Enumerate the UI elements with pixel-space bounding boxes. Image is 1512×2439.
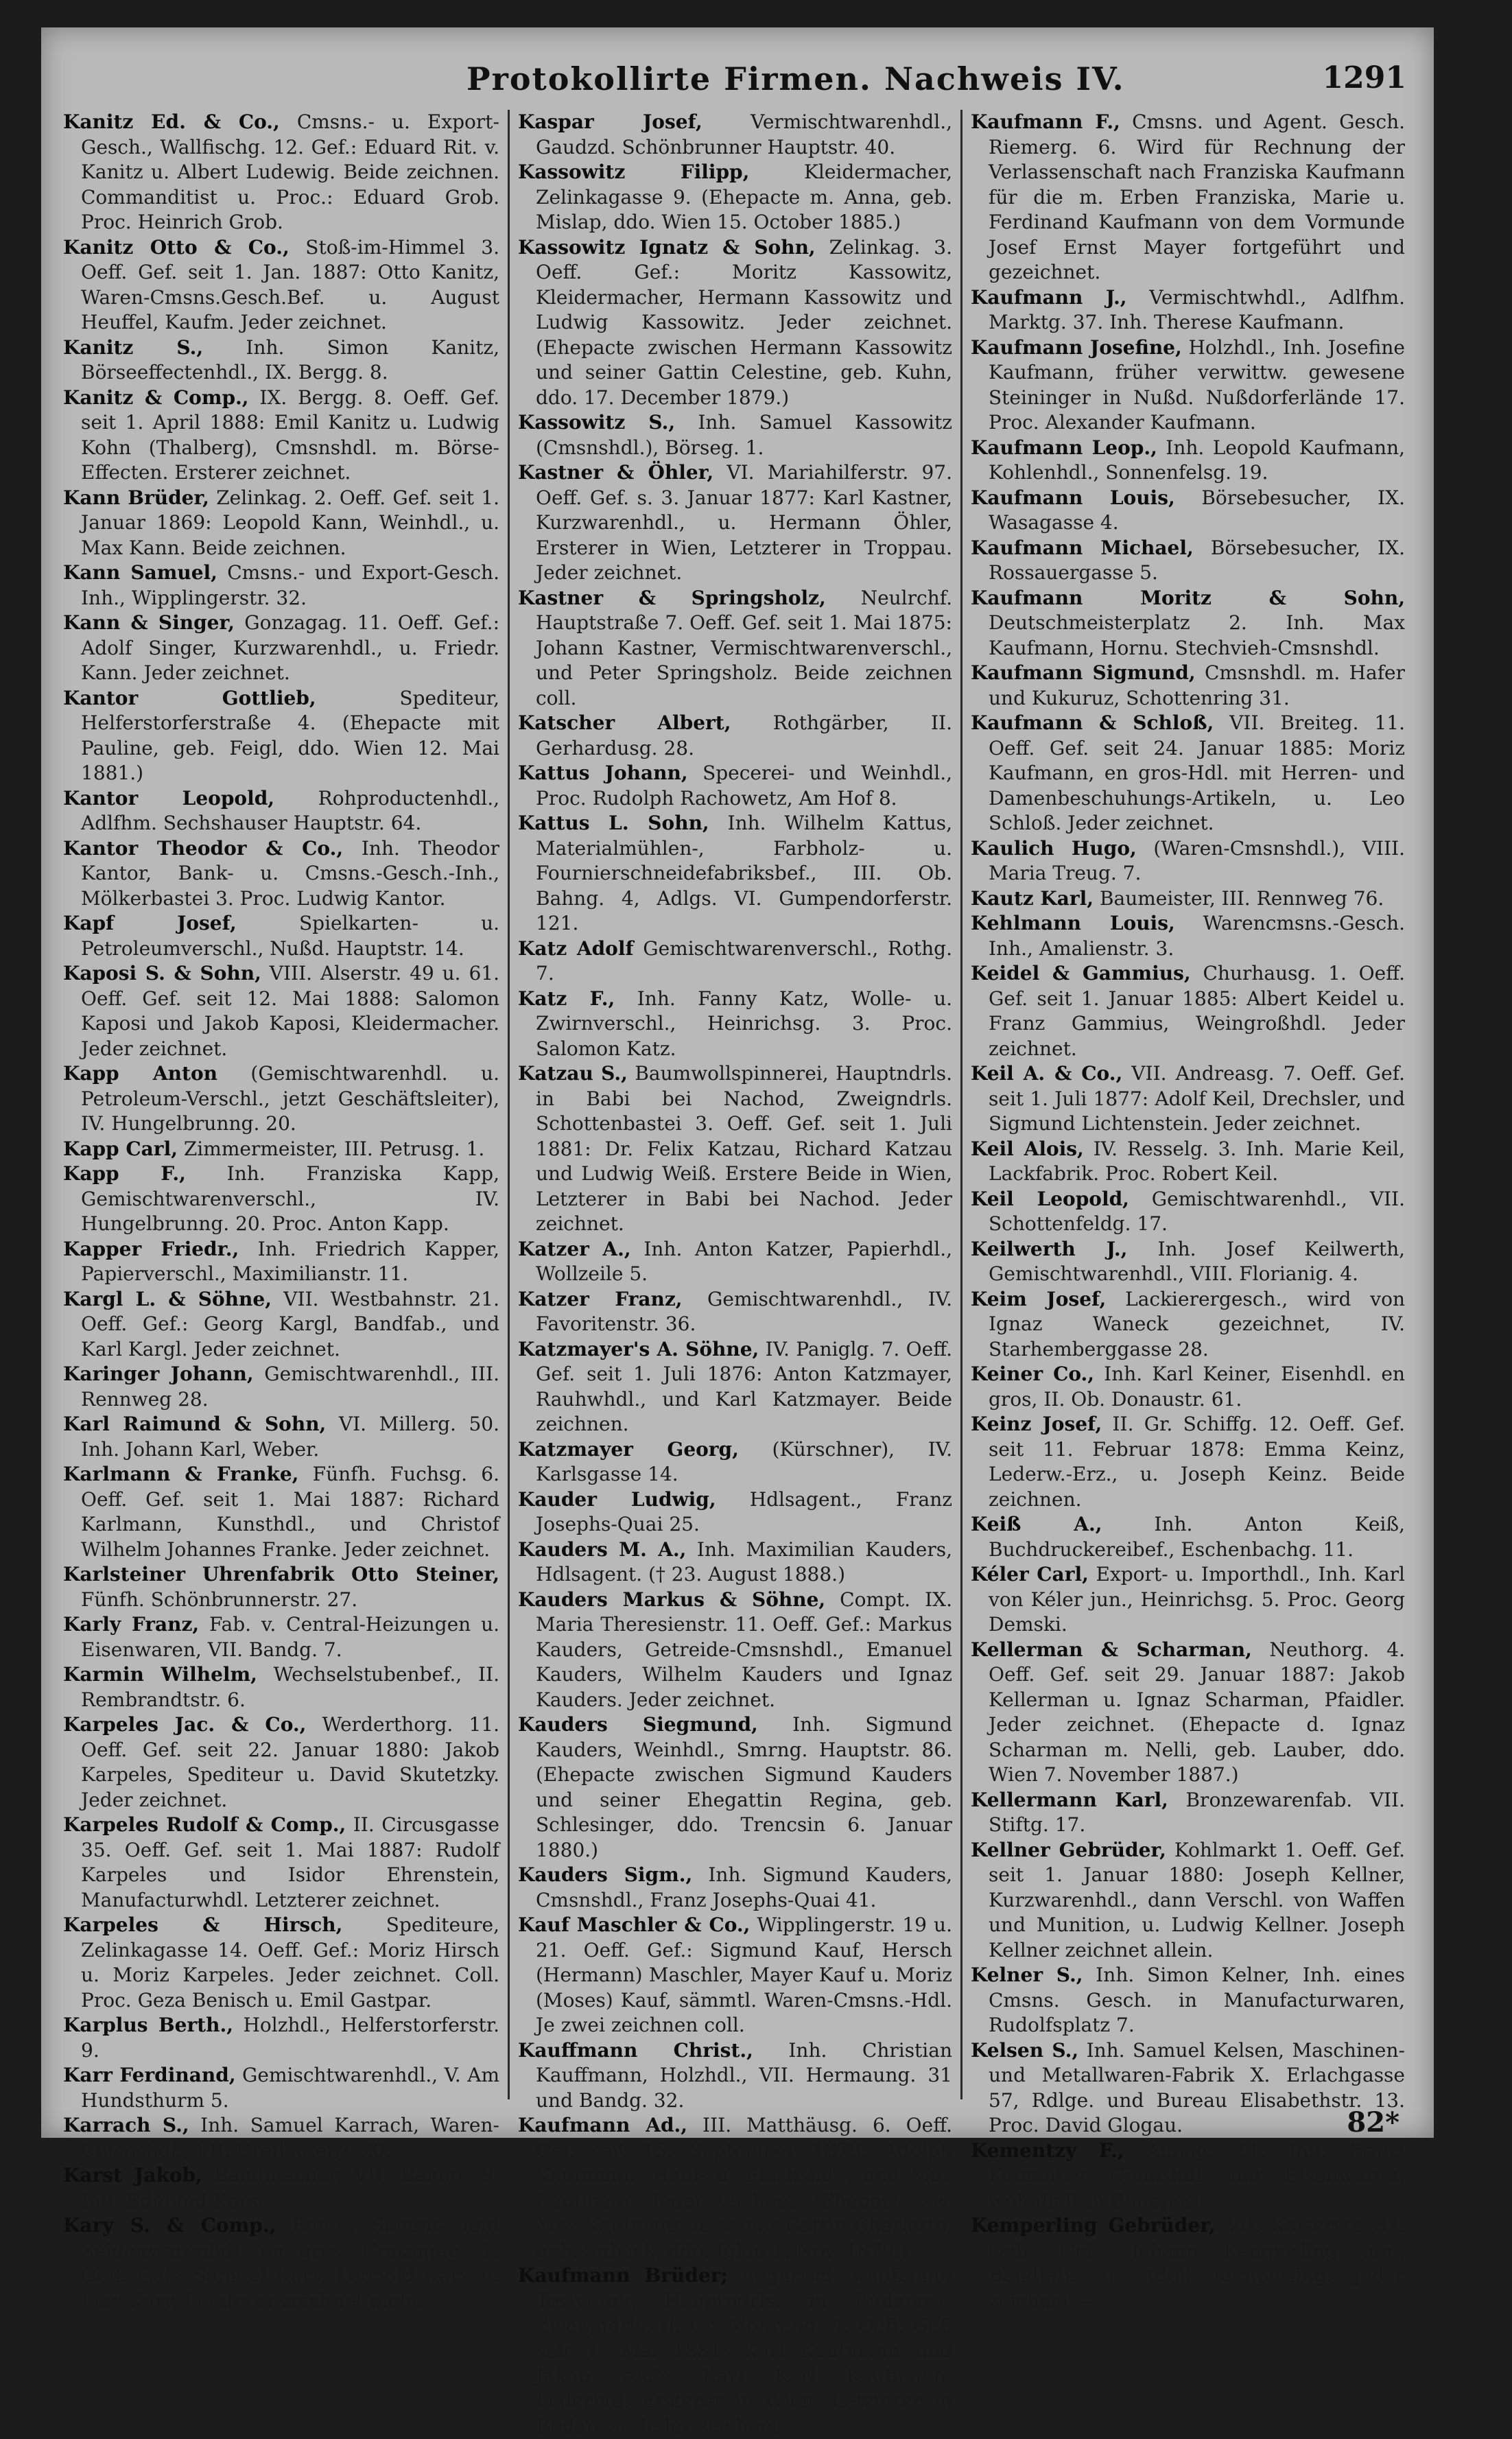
directory-entry: [518, 235, 952, 411]
directory-entry: [518, 460, 952, 586]
directory-entry: [971, 911, 1405, 961]
firm-details: Spediteur, Helferstorferstraße 4. (Ehepacte mit Pauline, geb. Feigl, ddo. Wien 12. Mai 1881.): [81, 686, 499, 784]
firm-name: Kehlmann Louis,: [971, 912, 1175, 934]
firm-name: Kassowitz S.,: [518, 411, 676, 434]
firm-details: Inh. Samuel Kelsen, Maschinen- und Metallwaren-Fabrik X. Erlachgasse 57, Rdlge. und Bureau Elisabethstr. 13. Proc. David Glogau.: [989, 2038, 1405, 2136]
firm-details: Fünfh. Schönbrunnerstr. 27.: [81, 1588, 358, 1611]
firm-name: Kapp Carl,: [63, 1137, 178, 1160]
directory-entry: [518, 1712, 952, 1863]
directory-entry: [971, 1362, 1405, 1412]
page-number: 1291: [1322, 60, 1406, 95]
firm-details: III. Matthäusg. 6. Oeff. Gef. seit 15. September 1879: Adolph Kaufmann, Hanf- u. Flachshdl., und Max Kaufmann. Jeder zeichnet. (Ehepacte zw. Max Kaufmann u. seiner Gattin Charlotte, geb. Suback, ddo. Iglau 1. Nov. 1879.): [536, 2114, 952, 2262]
firm-details: Bronzewarenfab. VII. Stiftg. 17.: [989, 1788, 1405, 1836]
firm-name: Kellerman & Scharman,: [971, 1638, 1252, 1661]
firm-details: Inh. Wilhelm Kattus, Materialmühlen-, Farbholz- u. Fournierschneidefabriksbef., III. Ob. Bahng. 4, Adlgs. VI. Gumpendorferstr. 121.: [536, 812, 952, 934]
firm-name: Kapper Friedr.,: [63, 1237, 239, 1260]
firm-details: Deutschmeisterplatz 2. Inh. Max Kaufmann, Hornu. Stechvieh-Cmsnshdl.: [989, 611, 1405, 659]
directory-entry: [518, 1437, 952, 1487]
directory-entry: [63, 1462, 499, 1562]
directory-entry: [971, 1187, 1405, 1237]
directory-entry: [971, 1963, 1405, 2038]
directory-entry: [518, 987, 952, 1062]
firm-details: Neulrchf. Hauptstraße 7. Oeff. Gef. seit 1. Mai 1875: Johann Kastner, Vermischtwarenverschl., und Peter Springsholz. Beide zeichnen coll.: [536, 586, 952, 709]
firm-details: IV. Resselg. 3. Inh. Marie Keil, Lackfabrik. Proc. Robert Keil.: [989, 1137, 1405, 1185]
directory-entry: [971, 536, 1405, 586]
directory-entry: [63, 1813, 499, 1913]
firm-name: Katzmayer Georg,: [518, 1437, 739, 1461]
directory-entry: [63, 110, 499, 235]
firm-name: Kelner S.,: [971, 1964, 1083, 1986]
firm-name: Kassowitz Filipp,: [518, 161, 750, 183]
firm-name: Kaufmann Moritz & Sohn,: [971, 586, 1405, 609]
firm-details: Inh. Josef Keilwerth, Gemischtwarenhdl., VIII. Florianig. 4.: [989, 1237, 1405, 1285]
firm-details: Baumwollspinnerei, Hauptndrls. in Babi bei Nachod, Zweigndrls. Schottenbastei 3. Oeff. Gef. seit 1. Juli 1881: Dr. Felix Katzau, Richard Katzau und Ludwig Weiß. Erstere Beide in Wien, Letzterer in Babi bei Nachod. Jeder zeichnet.: [536, 1062, 952, 1235]
directory-entry: [971, 836, 1405, 886]
firm-details: Inh. Karl Keiner, Eisenhdl. en gros, II. Ob. Donaustr. 61.: [989, 1363, 1405, 1411]
directory-entry: [971, 2213, 1405, 2313]
directory-entry: [971, 1638, 1405, 1788]
firm-name: Kauder Ludwig,: [518, 1487, 716, 1511]
firm-details: Gemischtwarenhdl., VII. Schottenfeldg. 17.: [989, 1187, 1405, 1235]
firm-name: Keil Alois,: [971, 1137, 1084, 1160]
directory-entry: [63, 561, 499, 611]
firm-name: Kann Samuel,: [63, 561, 217, 584]
firm-details: Gemischtwarenhdl., III. Rennweg 28.: [81, 1363, 499, 1411]
firm-name: Kaufmann Michael,: [971, 536, 1194, 559]
firm-details: (Waren-Cmsnshdl.), VIII. Maria Treug. 7.: [989, 836, 1405, 884]
firm-details: Inh. Christian Kauffmann, Holzhdl., VII. Hermaung. 31 und Bandg. 32.: [536, 2038, 952, 2112]
firm-name: Kaspar Josef,: [518, 110, 702, 133]
directory-entry: [63, 686, 499, 786]
firm-name: Karrach S.,: [63, 2114, 189, 2136]
firm-name: Keilwerth J.,: [971, 1237, 1128, 1260]
page-title: Protokollirte Firmen. Nachweis IV.: [466, 60, 1125, 97]
directory-entry: [63, 911, 499, 961]
directory-entry: [971, 110, 1405, 285]
firm-name: Karlmann & Franke,: [63, 1463, 299, 1485]
firm-details: VII. Kaiserstr. 37. Oeff. Gef.: Johann Kemperling jun., Bandfab., u. Adolf Kemperling. Jeder zeichnet.—: [989, 2214, 1405, 2312]
directory-entry: [518, 2263, 952, 2439]
firm-details: Inh. Maximilian Kauders, Hdlsagent. († 23. August 1888.): [536, 1537, 953, 1586]
directory-entry: [518, 1537, 952, 1588]
directory-entry: [63, 786, 499, 836]
directory-entry: [63, 2013, 499, 2063]
firm-details: IX. Bergg. 8. Oeff. Gef. seit 1. April 1888: Emil Kanitz u. Ludwig Kohn (Thalberg), Cmsnshdl. m. Börse-Effecten. Ersterer zeichnet.: [81, 386, 499, 484]
firm-details: Cmsns.- und Export-Gesch. Inh., Wipplingerstr. 32.: [81, 561, 499, 609]
firm-details: VI. Mariahilferstr. 97. Oeff. Gef. s. 3. Januar 1877: Karl Kastner, Kurzwarenhdl., u. Hermann Öhler, Ersterer in Wien, Letzterer in Troppau. Jeder zeichnet.: [536, 461, 952, 584]
firm-name: Katz Adolf: [518, 936, 634, 960]
firm-name: Kantor Gottlieb,: [63, 686, 316, 709]
firm-name: Kauders Markus & Söhne,: [518, 1588, 826, 1611]
directory-entry: [518, 1913, 952, 2038]
firm-details: II. Gr. Schiffg. 12. Oeff. Gef. seit 11. Februar 1878: Emma Keinz, Lederw.-Erz., u. Joseph Keinz. Beide zeichnen.: [989, 1413, 1405, 1511]
directory-entry: [63, 1287, 499, 1363]
firm-name: Kapp F.,: [63, 1162, 186, 1185]
directory-entry: [971, 1061, 1405, 1137]
firm-name: Kargl L. & Söhne,: [63, 1287, 272, 1310]
directory-entry: [971, 961, 1405, 1061]
firm-details: Zelinkag. 2. Oeff. Gef. seit 1. Januar 1869: Leopold Kann, Weinhdl., u. Max Kann. Beide zeichnen.: [81, 486, 499, 559]
firm-details: VIII. Alserstr. 49 u. 61. Oeff. Gef. seit 12. Mai 1888: Salomon Kaposi und Jakob Kaposi, Kleidermacher. Jeder zeichnet.: [81, 962, 499, 1060]
directory-entry: [518, 711, 952, 761]
firm-details: Export- u. Importhdl., Inh. Karl von Kéler jun., Heinrichsg. 5. Proc. Georg Demski.: [989, 1563, 1406, 1636]
firm-name: Katzmayer's A. Söhne,: [518, 1337, 759, 1360]
directory-entry: [971, 335, 1405, 436]
firm-name: Kantor Theodor & Co.,: [63, 836, 344, 860]
firm-name: Kapp Anton: [63, 1062, 217, 1085]
directory-entry: [518, 586, 952, 711]
firm-name: Kaufmann Josefine,: [971, 335, 1182, 359]
firm-details: Wipplingerstr. 19 u. 21. Oeff. Gef.: Sigmund Kauf, Hersch (Hermann) Maschler, Mayer Kauf u. Moriz (Moses) Kauf, sämmtl. Waren-Cmsns.-Hdl. Je zwei zeichnen coll.: [536, 1913, 952, 2036]
firm-details: VII. Westbahnstr. 21. Oeff. Gef.: Georg Kargl, Bandfab., und Karl Kargl. Jeder zeichnet.: [81, 1287, 499, 1360]
firm-details: Cmsns. und Agent. Gesch. Riemerg. 6. Wird für Rechnung der Verlassenschaft nach Franziska Kaufmann für die m. Erben Franziska, Marie u. Ferdinand Kaufmann von dem Vormunde Josef Ernst Mayer fortgeführt und gezeichnet.: [989, 110, 1406, 283]
firm-details: Inh. Simon Kanitz, Börseeffectenhdl., IX. Bergg. 8.: [81, 335, 499, 384]
firm-name: Kaulich Hugo,: [971, 836, 1137, 860]
firm-details: Stoß-im-Himmel 3. Oeff. Gef. seit 1. Jan. 1887: Otto Kanitz, Waren-Cmsns.Gesch.Bef. u. August Heuffel, Kaufm. Jeder zeichnet.: [81, 235, 500, 333]
directory-entry: [971, 711, 1405, 836]
firm-name: Kaufmann Leop.,: [971, 436, 1157, 459]
firm-name: Katzau S.,: [518, 1062, 628, 1085]
firm-name: Kantor Leopold,: [63, 786, 275, 810]
firm-details: Gonzagag. 11. Oeff. Gef.: Adolf Singer, Kurzwarenhdl., u. Friedr. Kann. Jeder zeichnet.: [81, 611, 499, 684]
firm-details: Inh. Fanny Katz, Wolle- u. Zwirnverschl., Heinrichsg. 3. Proc. Salomon Katz.: [536, 987, 953, 1060]
directory-entry: [63, 1061, 499, 1137]
firm-name: Kanitz Otto & Co.,: [63, 235, 290, 259]
firm-details: Churhausg. 1. Oeff. Gef. seit 1. Januar 1885: Albert Keidel u. Franz Gammius, Weingroßhdl. Jeder zeichnet.: [989, 962, 1405, 1060]
firm-details: Zelinkag. 3. Oeff. Gef.: Moritz Kassowitz, Kleidermacher, Hermann Kassowitz und Ludwig Kassowitz. Jeder zeichnet. (Ehepacte zwischen Hermann Kassowitz und seiner Gattin Celestine, geb. Kuhn, ddo. 17. December 1879.): [536, 235, 953, 409]
directory-entry: [971, 2038, 1405, 2138]
directory-entry: [971, 1838, 1405, 1964]
firm-name: Kastner & Springsholz,: [518, 586, 826, 609]
firm-details: Zimmermeister, III. Petrusg. 1.: [177, 1137, 485, 1160]
firm-details: Neuthorg. 4. Oeff. Gef. seit 29. Januar 1887: Jakob Kellerman u. Ignaz Scharman, Pfaidler. Jeder zeichnet. (Ehepacte d. Ignaz Scharman m. Nelli, geb. Lauber, ddo. Wien 7. November 1887.): [989, 1638, 1405, 1786]
firm-name: Kauders Sigm.,: [518, 1863, 693, 1886]
firm-name: Kaufmann J.,: [971, 285, 1127, 309]
firm-name: Kassowitz Ignatz & Sohn,: [518, 235, 816, 259]
directory-entry: [518, 1863, 952, 1913]
firm-name: Karr Ferdinand,: [63, 2064, 236, 2086]
directory-entry: [63, 1712, 499, 1813]
directory-entry: [63, 1237, 499, 1287]
firm-details: (Kürschner), IV. Karlsgasse 14.: [536, 1437, 952, 1485]
firm-details: II. Circusgasse 35. Oeff. Gef. seit 1. Mai 1887: Rudolf Karpeles und Isidor Ehrenstein, Manufacturwhdl. Letzterer zeichnet.: [81, 1813, 499, 1911]
directory-entry: [971, 661, 1405, 711]
firm-name: Karly Franz,: [63, 1613, 200, 1636]
firm-name: Kattus Johann,: [518, 762, 688, 784]
firm-name: Karpeles Jac. & Co.,: [63, 1713, 307, 1736]
firm-name: Karinger Johann,: [63, 1363, 254, 1385]
firm-details: Warencmsns.-Gesch. Inh., Amalienstr. 3.: [989, 912, 1405, 960]
firm-details: Lackierergesch., wird von Ignaz Waneck gezeichnet, IV. Starhemberggasse 28.: [989, 1287, 1405, 1360]
firm-name: Kanitz Ed. & Co.,: [63, 110, 280, 133]
firm-details: Inh. Leopold Kaufmann, Kohlenhdl., Sonnenfelsg. 19.: [989, 436, 1405, 484]
firm-details: Rohproductenhdl., Adlfhm. Sechshauser Hauptstr. 64.: [81, 786, 499, 834]
firm-name: Kauffmann Christ.,: [518, 2038, 753, 2062]
directory-entry: [63, 2063, 499, 2113]
firm-details: Specerei- und Weinhdl., Proc. Rudolph Rachowetz, Am Hof 8.: [536, 762, 952, 810]
firm-details: Gemischtwarenhdl., IV. Favoritenstr. 36.: [536, 1287, 952, 1335]
directory-entry: [971, 1412, 1405, 1512]
directory-entry: [971, 486, 1405, 536]
directory-entry: [63, 1662, 499, 1712]
firm-details: Band-, Sammt- und Seidenwarenhdl. en gros, Gonzagag. 1. Oeff. Gef.: Samuel Kary, Leopold Kary u. Max Kary. Letzterer zeichnet nicht.: [81, 2214, 499, 2312]
firm-name: Katz F.,: [518, 987, 615, 1010]
firm-name: Kaufmann & Schloß,: [971, 711, 1214, 734]
firm-name: Kanitz & Comp.,: [63, 386, 249, 409]
directory-entry: [518, 410, 952, 460]
firm-name: Keil Leopold,: [971, 1187, 1129, 1210]
firm-name: Kauf Maschler & Co.,: [518, 1913, 751, 1936]
firm-name: Kastner & Öhler,: [518, 461, 714, 484]
firm-name: Kanitz S.,: [63, 335, 204, 359]
directory-entry: [971, 1237, 1405, 1287]
firm-details: Compt. IX. Maria Theresienstr. 11. Oeff. Gef.: Markus Kauders, Getreide-Cmsnshdl., Emanuel Kauders, Wilhelm Kauders und Ignaz Kauders. Jeder zeichnet.: [536, 1588, 952, 1711]
directory-entry: [63, 1162, 499, 1237]
firm-details: Kohlmarkt 1. Oeff. Gef. seit 1. Januar 1880: Joseph Kellner, Kurzwarenhdl., dann Verschl. von Waffen und Munition, u. Ludwig Kellner. Joseph Kellner zeichnet allein.: [989, 1838, 1405, 1961]
firm-name: Kauders M. A.,: [518, 1537, 687, 1561]
directory-entry: [63, 1562, 499, 1612]
directory-entry: [971, 1562, 1405, 1638]
directory-entry: [518, 2038, 952, 2114]
firm-details: Holzhdl., Helferstorferstr. 9.: [81, 2014, 499, 2062]
firm-name: Katscher Albert,: [518, 711, 731, 734]
firm-details: VI. Millerg. 50. Inh. Johann Karl, Weber.: [81, 1413, 499, 1461]
firm-details: Gemischtwarenhdl., V. Am Hundsthurm 5.: [81, 2064, 499, 2112]
firm-name: Keil A. & Co.,: [971, 1062, 1123, 1085]
directory-entry: [63, 611, 499, 686]
firm-name: Kaufmann F.,: [971, 110, 1120, 133]
directory-entry: [63, 1913, 499, 2013]
firm-details: Inh. Simon Kelner, Inh. eines Cmsns. Gesch. in Manufacturwaren, Rudolfsplatz 7.: [989, 1964, 1406, 2036]
firm-name: Karst Jakob,: [63, 2164, 202, 2187]
directory-entry: [971, 436, 1405, 486]
directory-entry: [63, 2113, 499, 2163]
firm-name: Karl Raimund & Sohn,: [63, 1413, 327, 1435]
directory-entry: [518, 2113, 952, 2263]
firm-name: Karmin Wilhelm,: [63, 1663, 257, 1686]
firm-name: Kann & Singer,: [63, 611, 235, 634]
firm-name: Kéler Carl,: [971, 1563, 1089, 1586]
firm-name: Kapf Josef,: [63, 912, 237, 934]
directory-entry: [63, 836, 499, 912]
firm-name: Kauders Siegmund,: [518, 1713, 758, 1736]
directory-entry: [518, 936, 952, 987]
firm-details: Inh. Sigmund Kauders, Weinhdl., Smrng. Hauptstr. 86. (Ehepacte zwischen Sigmund Kauders und seiner Ehegattin Regina, geb. Schlesinger, ddo. Trencsin 6. Januar 1880.): [536, 1713, 952, 1861]
firm-name: Kaufmann Brüder;: [518, 2264, 728, 2287]
firm-details: Fab. v. Central-Heizungen u. Eisenwaren, VII. Bandg. 7.: [81, 1613, 500, 1661]
firm-details: Fünfh. Fuchsg. 6. Oeff. Gef. seit 1. Mai 1887: Richard Karlmann, Kunsthdl., und Christof Wilhelm Johannes Franke. Jeder zeichnet.: [81, 1463, 499, 1561]
firm-details: Börsebesucher, IX. Rossauergasse 5.: [989, 536, 1405, 584]
firm-details: Inh. Friedrich Kapper, Papierverschl., Maximilianstr. 11.: [81, 1237, 499, 1285]
firm-details: Hdlsagent., Franz Josephs-Quai 25.: [536, 1487, 953, 1535]
directory-entry: [518, 811, 952, 936]
firm-name: Kelsen S.,: [971, 2038, 1079, 2062]
firm-name: Karplus Berth.,: [63, 2014, 233, 2036]
firm-details: Inh. Samuel Karrach, Waren-Cmsnshdl., VII. Dreilauferg. 20.: [81, 2114, 499, 2162]
firm-details: Cmsns.- u. Export-Gesch., Wallfischg. 12. Gef.: Eduard Rit. v. Kanitz u. Albert Ludewig. Beide zeichnen. Commanditist u. Proc.: Eduard Grob. Proc. Heinrich Grob.: [81, 110, 500, 233]
directory-entry: [63, 335, 499, 386]
firm-details: Inh. Theodor Kantor, Bank- u. Cmsns.-Gesch.-Inh., Mölkerbastei 3. Proc. Ludwig Kantor.: [81, 836, 500, 910]
directory-entry: [971, 1512, 1405, 1562]
directory-entry: [971, 1137, 1405, 1187]
directory-entry: [518, 1237, 952, 1287]
directory-entry: [971, 586, 1405, 661]
directory-entry: [518, 1487, 952, 1537]
firm-name: Karpeles & Hirsch,: [63, 1913, 343, 1936]
firm-details: IV. Paniglg. 7. Oeff. Gef. seit 1. Juli 1876: Anton Katzmayer, Rauhwhdl., und Karl Katzmayer. Beide zeichnen.: [536, 1337, 953, 1435]
firm-details: Cmsnshdl. m. Hafer und Kukuruz, Schottenring 31.: [989, 661, 1406, 709]
firm-name: Katzer A.,: [518, 1237, 631, 1260]
firm-details: ungarisch Kaufmann Testvérek, Hauptndrls. in Budapest, Zweigndrls. II. Gr. Mohreng. 4. Oeff. Gef. seit 1. Mai 1881: Karl Kaufmann und Jakob recte Karl Karl Kaufmann, Lederhdl. Ersterer in Wien, Letzterer in Budapest. Jeder zeichnet.: [536, 2264, 952, 2437]
firm-name: Keiner Co.,: [971, 1363, 1095, 1385]
firm-details: Holzhdl., Inh. Josefine Kaufmann, früher verwittw. gewesene Steininger in Nußd. Nußdorferlände 17. Proc. Alexander Kaufmann.: [989, 335, 1405, 434]
signature-mark: 82*: [1347, 2106, 1399, 2138]
directory-entry: [971, 1287, 1405, 1363]
firm-details: Spielkarten- u. Petroleumverschl., Nußd. Hauptstr. 14.: [81, 912, 499, 960]
firm-name: Kemperling Gebrüder,: [971, 2214, 1216, 2237]
directory-entry: [63, 1612, 499, 1662]
directory-entry: [63, 386, 499, 486]
firm-name: Keidel & Gammius,: [971, 962, 1191, 985]
directory-entry: [63, 486, 499, 561]
firm-name: Kementzy F.,: [971, 2138, 1124, 2162]
firm-details: Gemischtwarenverschl., Rothg. 7.: [536, 936, 952, 985]
firm-name: Kary S. & Comp.,: [63, 2214, 276, 2237]
firm-details: Inh. Anton Katzer, Papierhdl., Wollzeile 5.: [536, 1237, 952, 1285]
firm-details: Inh. Sigmund Kauders, Cmsnshdl., Franz Josephs-Quai 41.: [536, 1863, 952, 1911]
firm-name: Karlsteiner Uhrenfabrik Otto Steiner,: [63, 1563, 499, 1586]
firm-details: Inh. Anton Keiß, Buchdruckereibef., Eschenbachg. 11.: [989, 1513, 1405, 1561]
firm-name: Karpeles Rudolf & Comp.,: [63, 1813, 346, 1836]
firm-details: Spediteure, Zelinkagasse 14. Oeff. Gef.: Moriz Hirsch u. Moriz Karpeles. Jeder zeichnet. Coll. Proc. Geza Benisch u. Emil Gastpar.: [81, 1913, 499, 2012]
firm-details: Werderthorg. 11. Oeff. Gef. seit 22. Januar 1880: Jakob Karpeles, Spediteur u. David Skutetzky. Jeder zeichnet.: [81, 1713, 500, 1811]
directory-entry: [63, 2163, 499, 2213]
firm-details: Baumeister, III. Rennweg 76.: [1094, 886, 1384, 910]
firm-name: Kann Brüder,: [63, 486, 209, 509]
directory-entry: [518, 1588, 952, 1713]
column-left: [55, 110, 508, 2312]
firm-details: Rothgärber, II. Gerhardusg. 28.: [536, 711, 952, 759]
directory-entry: [971, 886, 1405, 912]
firm-name: Kattus L. Sohn,: [518, 812, 709, 834]
firm-name: Kaufmann Ad.,: [518, 2114, 688, 2136]
directory-entry: [518, 160, 952, 235]
page-header: [41, 48, 1434, 110]
directory-page: [41, 27, 1434, 2437]
firm-details: Kleidermacher, Zelinkagasse 9. (Ehepacte m. Anna, geb. Mislap, ddo. Wien 15. October 1885.): [536, 161, 952, 233]
firm-name: Keiß A.,: [971, 1513, 1102, 1535]
firm-details: Bandmacher, VII. Bandg. 9. Inh. Edmund Karst.: [81, 2164, 499, 2212]
firm-details: VII. Andreasg. 7. Oeff. Gef. seit 1. Juli 1877: Adolf Keil, Drechsler, und Sigmund Lichtenstein. Jeder zeichnet.: [989, 1062, 1405, 1135]
firm-name: Kautz Karl,: [971, 886, 1094, 910]
directory-entry: [63, 1362, 499, 1412]
firm-details: Annag. 11. Inh. Franz Kementzy, Cjmnshdl. mit Eisenwaren, wohnhaft in Budapest.: [989, 2138, 1405, 2212]
firm-details: Inh. Samuel Kassowitz (Cmsnshdl.), Börseg. 1.: [536, 411, 952, 459]
firm-name: Kaposi S. & Sohn,: [63, 962, 261, 985]
firm-name: Kellermann Karl,: [971, 1788, 1168, 1811]
firm-name: Keim Josef,: [971, 1287, 1107, 1310]
firm-name: Kaufmann Sigmund,: [971, 661, 1196, 684]
directory-entry: [971, 1788, 1405, 1838]
directory-entry: [971, 285, 1405, 335]
directory-entry: [63, 2213, 499, 2313]
firm-details: Börsebesucher, IX. Wasagasse 4.: [989, 486, 1406, 534]
firm-details: Vermischtwarenhdl., Gaudzd. Schönbrunner Hauptstr. 40.: [536, 110, 952, 158]
firm-name: Kaufmann Louis,: [971, 486, 1175, 509]
firm-name: Kellner Gebrüder,: [971, 1838, 1166, 1861]
firm-details: Vermischtwhdl., Adlfhm. Marktg. 37. Inh. Therese Kaufmann.: [989, 285, 1405, 333]
firm-details: VII. Breiteg. 11. Oeff. Gef. seit 24. Januar 1885: Moriz Kaufmann, en gros-Hdl. mit Herren- und Damenbeschuhungs-Artikeln, u. Leo Schloß. Jeder zeichnet.: [989, 711, 1405, 834]
directory-entry: [63, 1412, 499, 1462]
firm-details: (Gemischtwarenhdl. u. Petroleum-Verschl., jetzt Geschäftsleiter), IV. Hungelbrunng. 20.: [81, 1062, 499, 1135]
directory-entry: [63, 1137, 499, 1162]
firm-name: Katzer Franz,: [518, 1287, 683, 1310]
directory-entry: [518, 1287, 952, 1337]
directory-entry: [63, 961, 499, 1061]
directory-entry: [63, 235, 499, 335]
directory-entry: [518, 761, 952, 811]
firm-details: Wechselstubenbef., II. Rembrandtstr. 6.: [81, 1663, 499, 1711]
directory-entry: [518, 1061, 952, 1237]
directory-entry: [518, 1337, 952, 1437]
firm-details: Inh. Franziska Kapp, Gemischtwarenverschl., IV. Hungelbrunng. 20. Proc. Anton Kapp.: [81, 1162, 499, 1235]
column-middle: [508, 110, 960, 2437]
firm-name: Keinz Josef,: [971, 1413, 1102, 1435]
directory-entry: [971, 2138, 1405, 2214]
directory-entry: [518, 110, 952, 160]
